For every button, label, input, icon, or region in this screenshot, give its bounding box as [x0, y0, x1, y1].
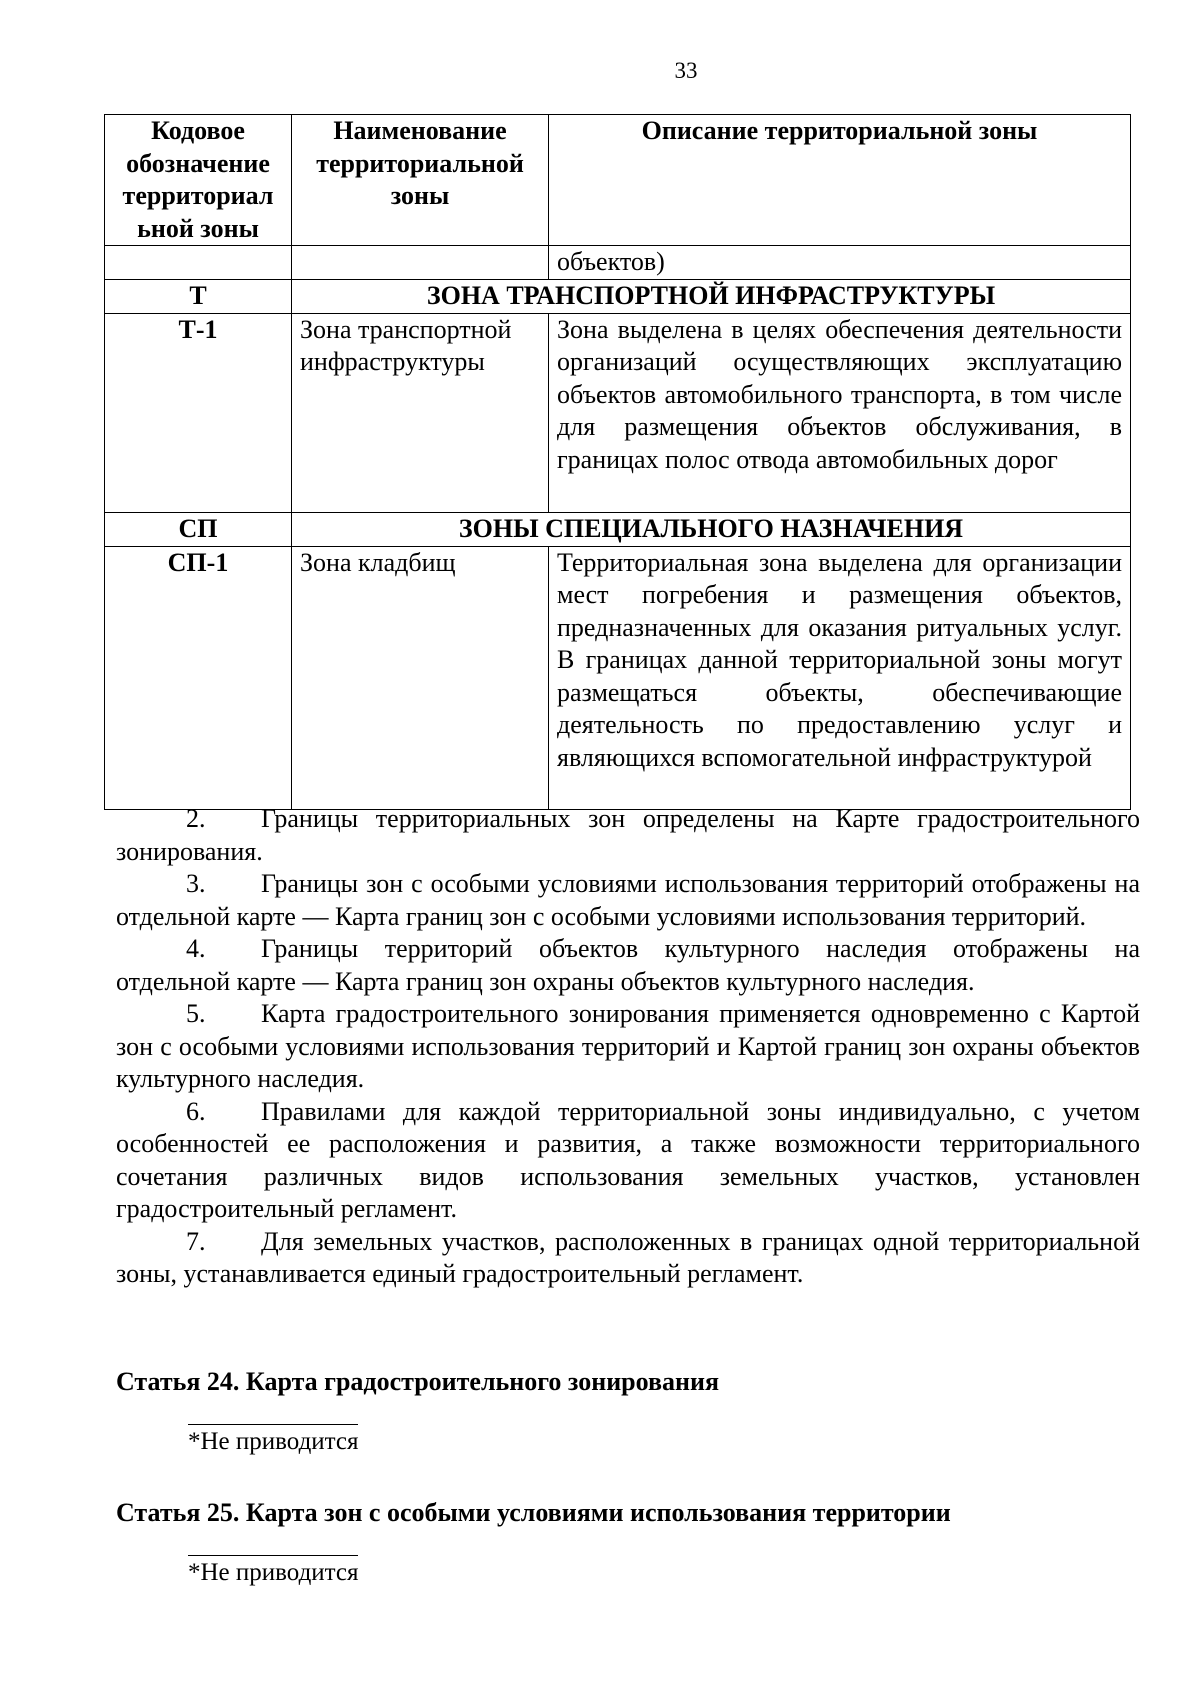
paragraph-number: 4. — [186, 934, 206, 963]
paragraph-number: 5. — [186, 999, 206, 1028]
paragraph-number: 3. — [186, 869, 206, 898]
header-description: Описание территориальной зоны — [549, 115, 1131, 246]
section-title: ЗОНЫ СПЕЦИАЛЬНОГО НАЗНАЧЕНИЯ — [292, 512, 1131, 546]
table-cell — [105, 246, 292, 280]
zone-code: СП-1 — [105, 546, 292, 809]
article-heading-25: Статья 25. Карта зон с особыми условиями использования территории — [116, 1498, 951, 1527]
section-code: Т — [105, 279, 292, 313]
table-header-row — [105, 115, 1131, 246]
zone-name: Зона транспортной инфраструктуры — [292, 313, 549, 512]
paragraph-text: Карта градостроительного зонирования применяется одновременно с Картой зон с особыми условиями использования территорий и Картой границ зон охраны объектов культурного наследия. — [116, 999, 1140, 1093]
paragraph — [116, 1096, 1140, 1226]
paragraph — [116, 933, 1140, 998]
zone-description: Территориальная зона выделена для организации мест погребения и размещения объектов, предназначенных для оказания ритуальных услуг. В границах данной территориальной зоны могут размещаться объекты, обеспечивающие деятельность по предоставлению услуг и являющихся вспомогательной инфраструктурой — [549, 546, 1131, 809]
section-code: СП — [105, 512, 292, 546]
footnote-text: *Не приводится — [188, 1559, 359, 1586]
section-row-transport — [105, 279, 1131, 313]
zone-name: Зона кладбищ — [292, 546, 549, 809]
header-code: Кодовое обозначение территориал ьной зоны — [105, 115, 292, 246]
paragraph-number: 6. — [186, 1096, 206, 1126]
paragraph-text: Границы территориальных зон определены на Карте градостроительного зонирования. — [116, 804, 1140, 866]
paragraph — [116, 868, 1140, 933]
table-row-continuation — [105, 246, 1131, 280]
paragraph-text: Правилами для каждой территориальной зоны индивидуально, с учетом особенностей ее расположения и развития, а также возможности территориального сочетания различных видов использования земельных участков, установлен градостроительный регламент. — [116, 1096, 1140, 1223]
article-heading-24: Статья 24. Карта градостроительного зонирования — [116, 1367, 720, 1396]
page-number: 33 — [674, 58, 698, 83]
paragraph-text: Границы зон с особыми условиями использования территорий отображены на отдельной карте — Карта границ зон с особыми условиями использования территорий. — [116, 869, 1140, 931]
footnote-separator — [188, 1555, 358, 1556]
zone-description: Зона выделена в целях обеспечения деятельности организаций осуществляющих эксплуатацию объектов автомобильного транспорта, в том числе для размещения объектов обслуживания, в границах полос отвода автомобильных дорог — [549, 313, 1131, 512]
zone-code: Т-1 — [105, 313, 292, 512]
table-row-sp1 — [105, 546, 1131, 809]
paragraph — [116, 803, 1140, 868]
footnote-text: *Не приводится — [188, 1428, 359, 1455]
table-cell — [292, 246, 549, 280]
paragraph-text: Для земельных участков, расположенных в границах одной территориальной зоны, устанавливается единый градостроительный регламент. — [116, 1226, 1140, 1288]
paragraph — [116, 1226, 1140, 1291]
numbered-paragraphs — [116, 803, 1140, 1291]
zones-table — [104, 114, 1131, 810]
paragraph-number: 7. — [186, 1226, 206, 1256]
section-row-special — [105, 512, 1131, 546]
continuation-text: объектов) — [549, 246, 1131, 280]
paragraph — [116, 998, 1140, 1096]
footnote-separator — [188, 1424, 358, 1425]
paragraph-text: Границы территорий объектов культурного наследия отображены на отдельной карте — Карта границ зон охраны объектов культурного наследия. — [116, 934, 1140, 996]
table-row-t1 — [105, 313, 1131, 512]
header-name: Наименование территориальной зоны — [292, 115, 549, 246]
section-title: ЗОНА ТРАНСПОРТНОЙ ИНФРАСТРУКТУРЫ — [292, 279, 1131, 313]
paragraph-number: 2. — [186, 804, 206, 833]
